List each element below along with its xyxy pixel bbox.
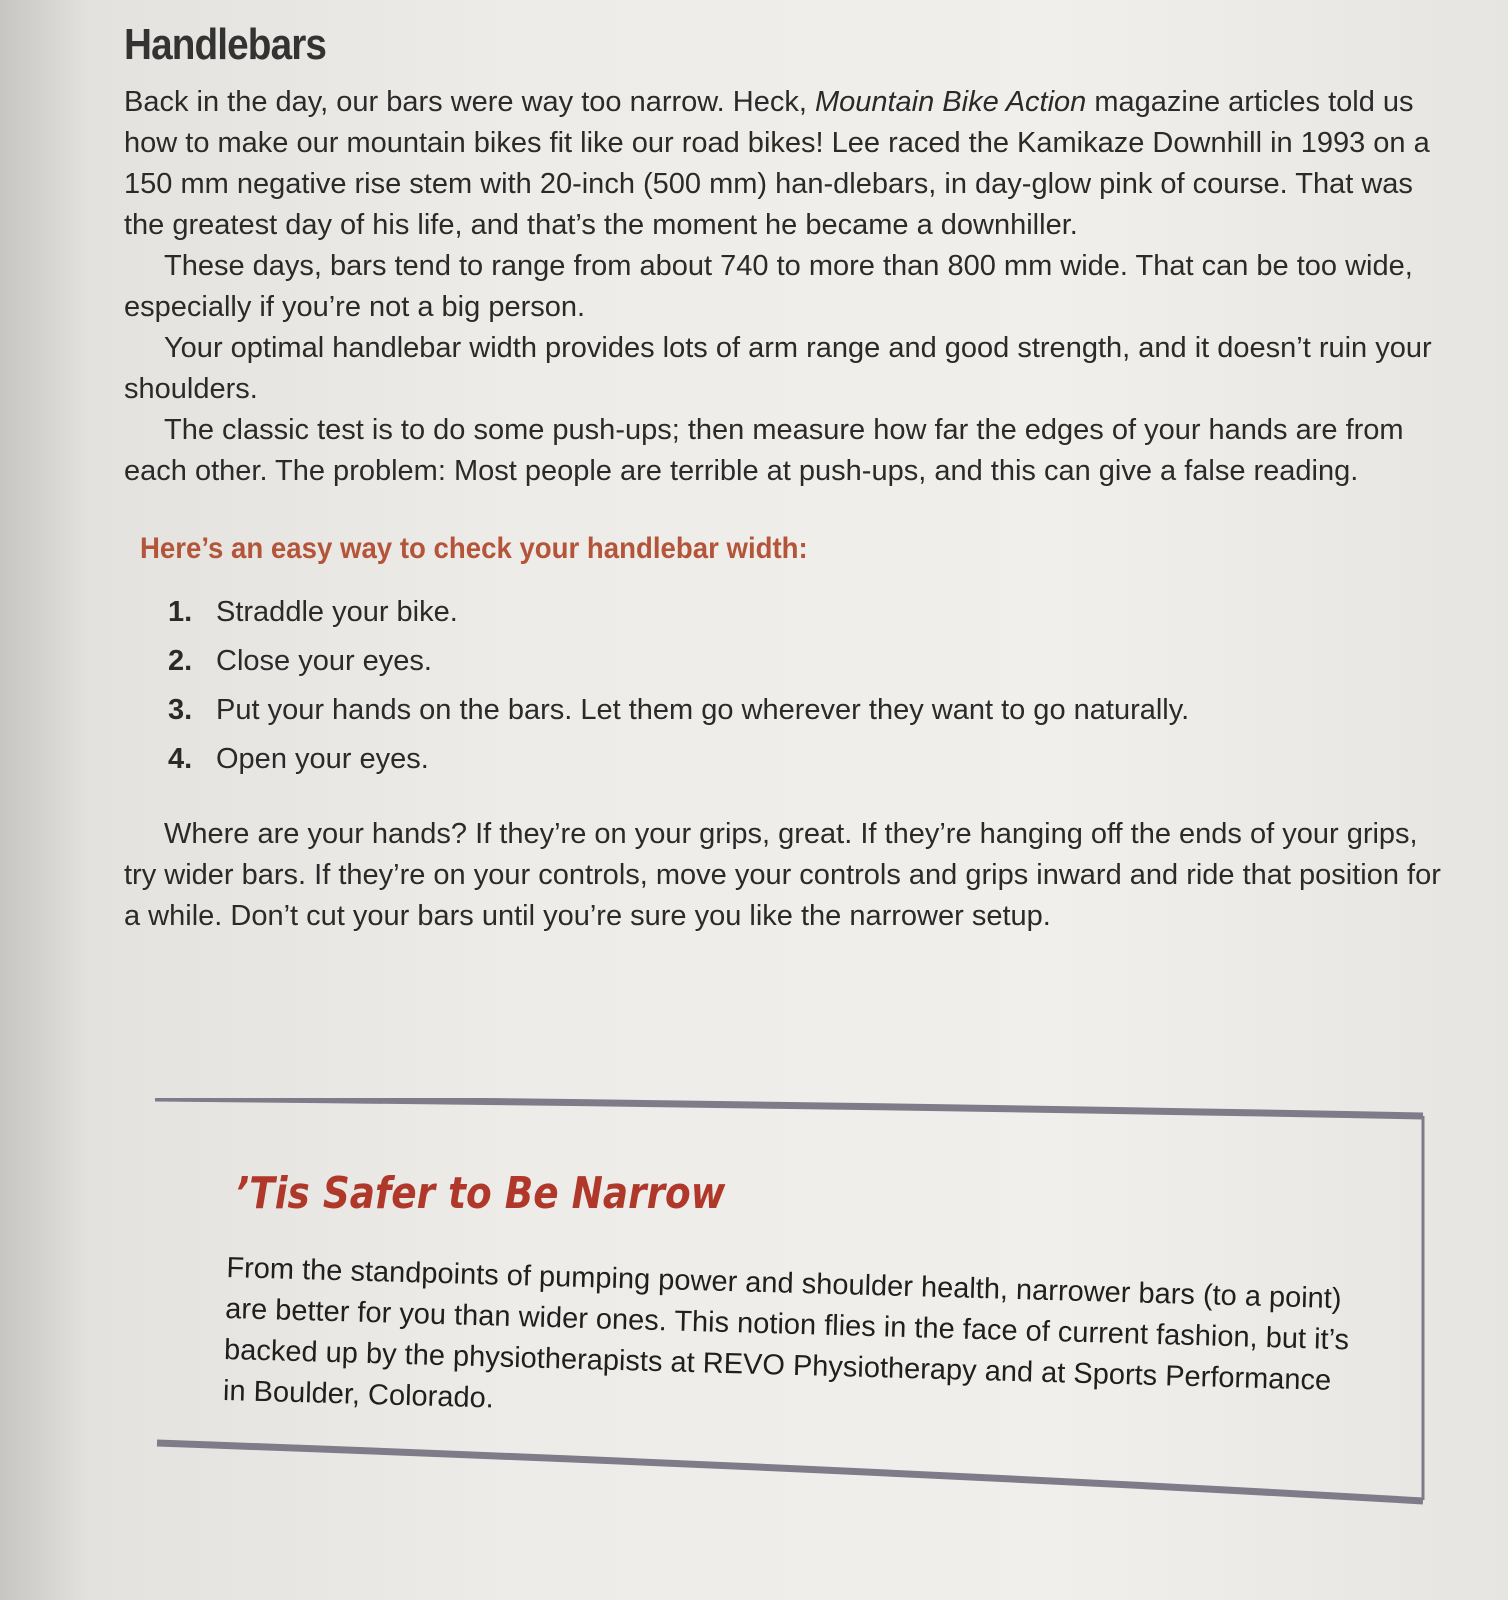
sidebar-text: From the standpoints of pumping power and shoulder health, narrower bars (to a point) are better for you than wider ones. This notion flies in the face of current fashion, but it’s backed up by the physiotherapists at REVO Physiotherapy and at Sports Performance in Boulder, Colorado. <box>222 1251 1350 1415</box>
step-number: 4. <box>168 743 193 775</box>
step-item <box>168 637 1454 686</box>
paragraph-optimal-width: Your optimal handlebar width provides lots of arm range and good strength, and it doesn’t ruin your shoulders. <box>124 332 1432 405</box>
step-text: Open your eyes. <box>216 743 429 775</box>
step-number: 2. <box>168 645 193 677</box>
sidebar-box <box>155 1098 1450 1538</box>
howto-heading: Here’s an easy way to check your handlebar width: <box>140 532 808 565</box>
paragraph-intro-part2: magazine articles told us how to make our mountain bikes fit like our road bikes! Lee raced the Kamikaze Downhill in 1993 on a 150 mm negative rise stem with 20-inch (500 mm) han-dlebars, in day-glow pink of course. That was the greatest day of his life, and that’s the moment he became a downhiller. <box>124 86 1430 241</box>
paragraph-intro-part1: Back in the day, our bars were way too narrow. Heck, <box>124 86 815 118</box>
magazine-title: Mountain Bike Action <box>814 86 1087 118</box>
paragraph-pushup-test: The classic test is to do some push-ups; then measure how far the edges of your hands are from each other. The problem: Most people are terrible at push-ups, and this can give a false reading. <box>124 414 1404 487</box>
paragraph-bar-range: These days, bars tend to range from about 740 to more than 800 mm wide. That can be too wide, especially if you’re not a big person. <box>124 250 1413 323</box>
page-content <box>124 20 1454 937</box>
section-title: Handlebars <box>124 20 327 69</box>
step-item <box>168 686 1454 735</box>
step-text: Close your eyes. <box>216 645 432 677</box>
step-item <box>168 588 1454 637</box>
page-gutter-shadow <box>0 0 90 1600</box>
steps-list <box>124 588 1454 784</box>
sidebar-title: ’Tis Safer to Be Narrow <box>235 1168 726 1219</box>
step-number: 1. <box>168 596 193 628</box>
step-item <box>168 735 1454 784</box>
step-text: Put your hands on the bars. Let them go wherever they want to go naturally. <box>216 694 1190 726</box>
step-number: 3. <box>168 694 193 726</box>
paragraph-followup: Where are your hands? If they’re on your grips, great. If they’re hanging off the ends of your grips, try wider bars. If they’re on your controls, move your controls and grips inward and ride that position for a while. Don’t cut your bars until you’re sure you like the narrower setup. <box>124 818 1441 932</box>
paragraph-intro <box>124 82 1454 246</box>
step-text: Straddle your bike. <box>216 596 458 628</box>
